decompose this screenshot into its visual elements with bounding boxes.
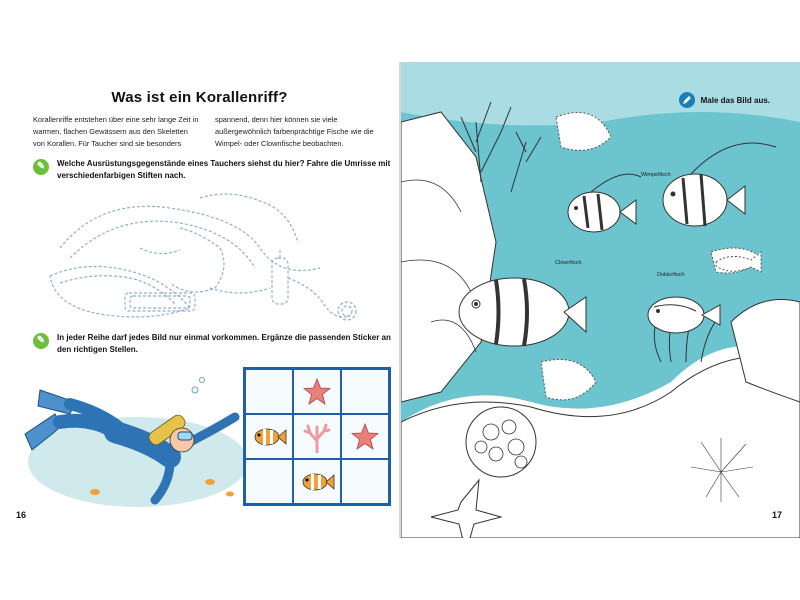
page-number-right: 17 — [771, 510, 782, 520]
grid-cell-empty[interactable] — [245, 459, 293, 504]
clownfish-icon — [251, 424, 287, 450]
coloring-instruction — [679, 92, 770, 108]
grid-cell-empty[interactable] — [341, 369, 389, 414]
task-2-text: In jeder Reihe darf jedes Bild nur einmal vorkommen. Ergänze die passenden Sticker an den richtigen Stellen. — [57, 333, 391, 354]
grid-cell-starfish — [293, 369, 341, 414]
label-clownfisch: Clownfisch — [555, 260, 582, 266]
sticker-grid — [243, 367, 391, 506]
grid-cell-starfish — [341, 414, 389, 459]
grid-cell-empty[interactable] — [341, 459, 389, 504]
label-doktorfisch: Doktorfisch — [657, 272, 685, 278]
clownfish-icon — [299, 469, 335, 495]
diver-illustration — [20, 362, 245, 507]
starfish-icon — [302, 377, 332, 407]
starfish-icon — [350, 422, 380, 452]
pencil-task-icon: ✎ — [33, 159, 49, 175]
page-title: Was ist ein Korallenriff? — [111, 89, 288, 106]
page-number-left: 16 — [16, 510, 27, 520]
right-page — [401, 62, 800, 538]
book-spread — [0, 62, 800, 538]
left-page — [0, 62, 399, 538]
intro-text-col1: Korallenriffe entstehen über eine sehr lange Zeit in warmen, flachen Gewässern aus den Skeletten von Korallen. Für Taucher sind sie besonders — [33, 115, 199, 148]
task-1-text: Welche Ausrüstungsgegenstände eines Tauchers siehst du hier? Fahre die Umrisse mit verschiedenfarbigen Stiften nach. — [57, 159, 391, 180]
intro-text-col2: spannend, denn hier können sie viele außergewöhnlich farbenprächtige Fische wie die Wimpel- oder Clownfische beobachten. — [215, 115, 374, 148]
pencil-task-icon: ✎ — [33, 333, 49, 349]
grid-cell-empty[interactable] — [245, 369, 293, 414]
coral-icon — [302, 421, 332, 453]
grid-cell-clownfish — [293, 459, 341, 504]
coloring-instruction-text: Male das Bild aus. — [700, 95, 770, 105]
grid-cell-clownfish — [245, 414, 293, 459]
label-wimpelfisch: Wimpelfisch — [641, 172, 671, 178]
pencil-icon — [679, 92, 695, 108]
dashed-equipment-illustration — [30, 188, 370, 328]
coral-reef-coloring-illustration — [401, 62, 800, 538]
grid-cell-coral — [293, 414, 341, 459]
